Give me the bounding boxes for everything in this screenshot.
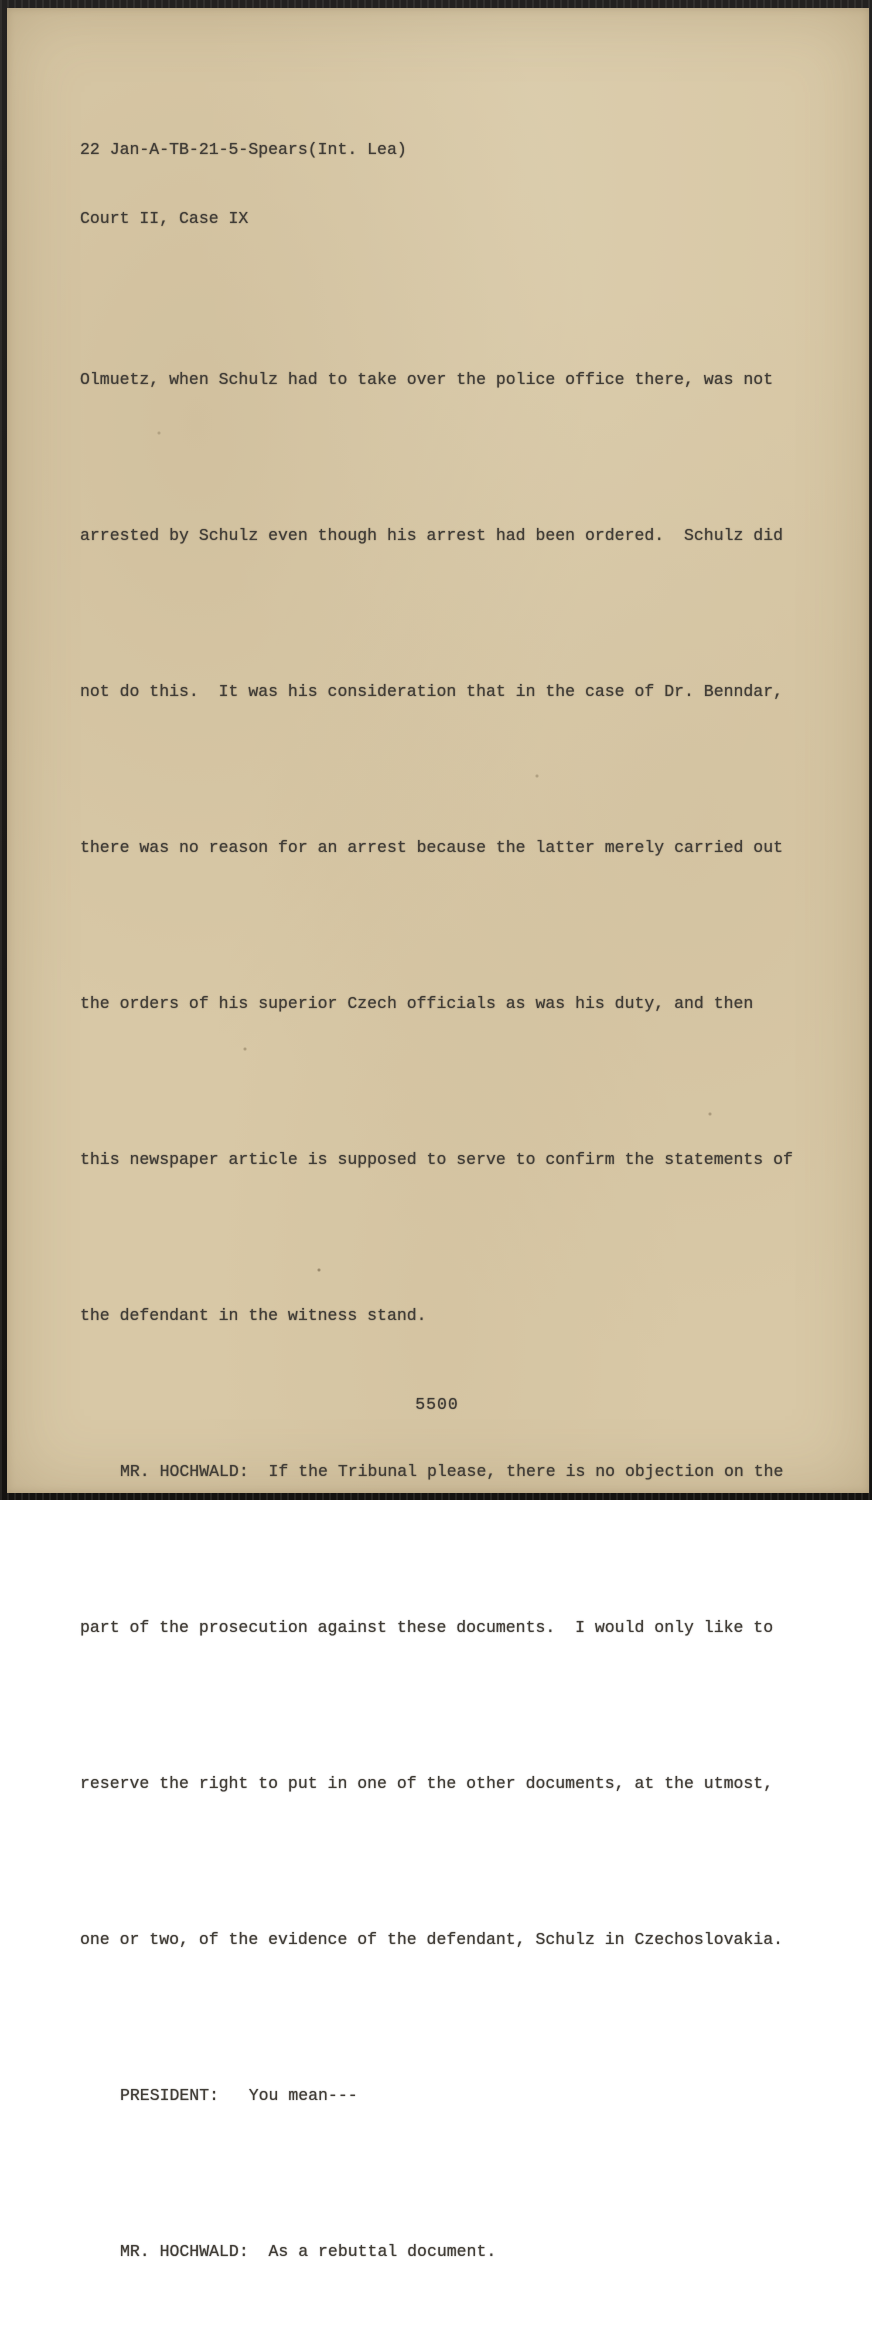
- transcript-line: the orders of his superior Czech officials as was his duty, and then: [80, 994, 754, 1013]
- transcript-line: the defendant in the witness stand.: [80, 1306, 427, 1325]
- transcript-line: MR. HOCHWALD: As a rebuttal document.: [120, 2242, 497, 2261]
- page-number: 5500: [415, 1395, 459, 1414]
- document-page: [7, 8, 869, 2261]
- transcript-line: this newspaper article is supposed to serve to confirm the statements of: [80, 1150, 793, 1169]
- transcript-body: [80, 204, 793, 2349]
- transcript-line: PRESIDENT: You mean---: [120, 2086, 358, 2105]
- header-line-court-case: Court II, Case IX: [80, 209, 249, 228]
- transcript-line: reserve the right to put in one of the other documents, at the utmost,: [80, 1774, 774, 1793]
- transcript-line: Olmuetz, when Schulz had to take over the police office there, was not: [80, 370, 774, 389]
- transcript-line: one or two, of the evidence of the defendant, Schulz in Czechoslovakia.: [80, 1930, 784, 1949]
- transcript-line: not do this. It was his consideration that in the case of Dr. Benndar,: [80, 682, 784, 701]
- transcript-line: part of the prosecution against these documents. I would only like to: [80, 1618, 774, 1637]
- transcript-line: MR. HOCHWALD: If the Tribunal please, there is no objection on the: [120, 1462, 784, 1481]
- transcript-line: there was no reason for an arrest because the latter merely carried out: [80, 838, 784, 857]
- transcript-line: arrested by Schulz even though his arrest had been ordered. Schulz did: [80, 526, 784, 545]
- header-line-dictation-id: 22 Jan-A-TB-21-5-Spears(Int. Lea): [80, 140, 407, 159]
